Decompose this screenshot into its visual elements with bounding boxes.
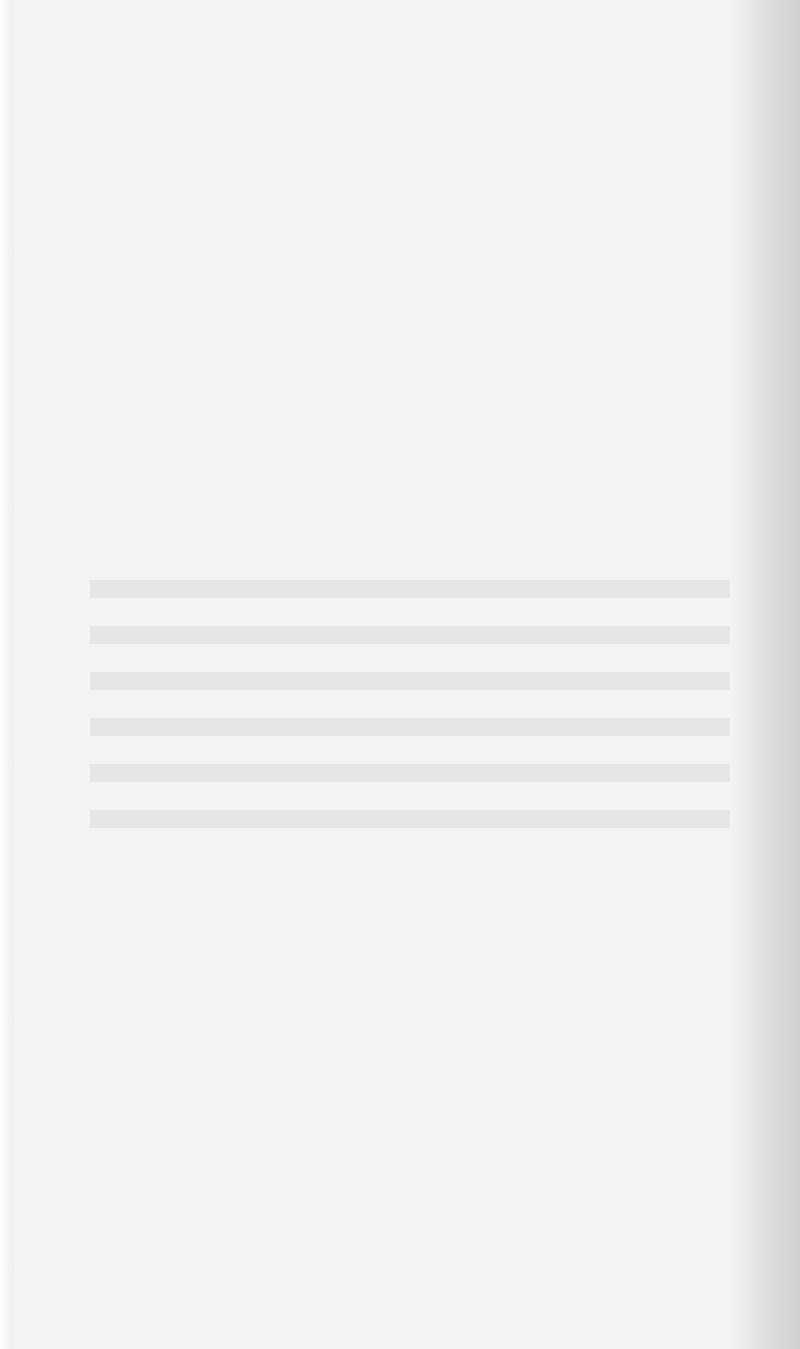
page-right-edge xyxy=(730,0,800,1349)
page-left-edge xyxy=(0,0,14,1349)
paragraph-bottom xyxy=(90,792,712,838)
text-line-first xyxy=(90,792,712,838)
